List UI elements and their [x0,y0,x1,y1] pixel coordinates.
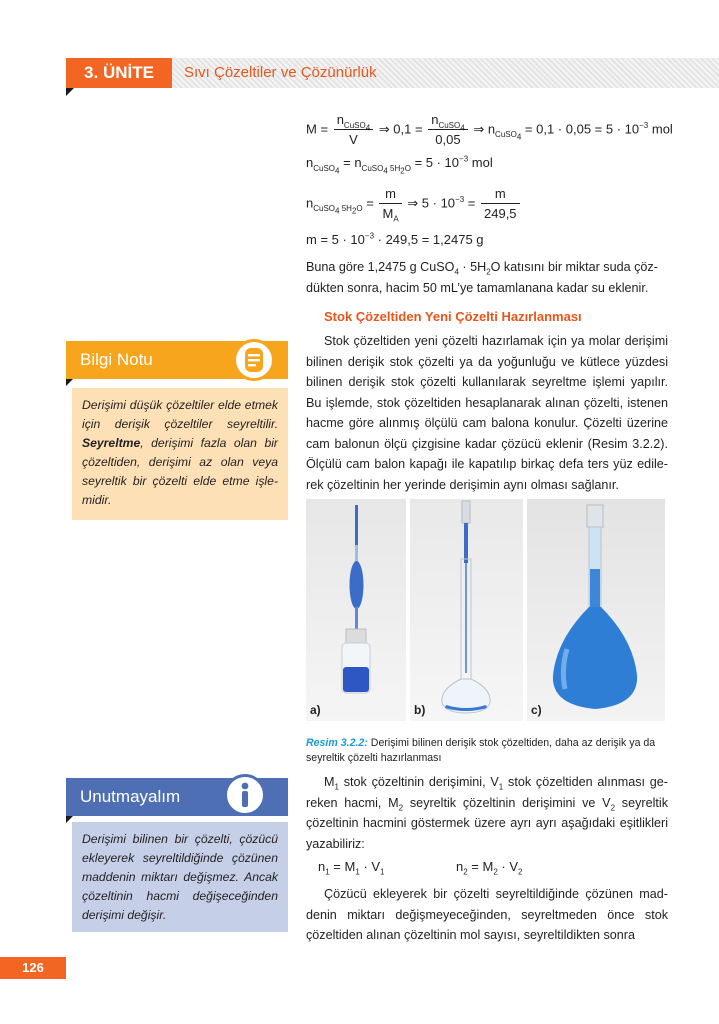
paragraph-mole-conservation: Çözücü ekleyerek bir çözelti seyreltildiğinde çözünen maddenin miktarı değişmeyeceğinden, seyreltmeden önce stok çözeltiden alınan çözeltinin mol sayısı, seyreltildikten sonra [306,887,668,942]
info-note-title: Bilgi Notu [80,350,153,369]
photo-pipette [306,499,406,721]
photo-label-b: b) [414,703,426,717]
equation-line-1: M = $\frac{n_{CuSO_4}}{V}$ ⇒ 0,1 = $\frac{n_{CuSO_4}}{0,05}$ ⇒ $n_{CuSO_4} = 0,1 \cdot 0,05 = 5 \cdot 10^{-3}$ mol [306,112,673,148]
photo-volumetric-flask-small [410,499,523,721]
paragraph-result: Buna göre 1,2475 g CuSO$_4$ · $5H_2O$ katısını bir miktar suda çöz- dükten sonra, hacim 50 mL’ye tamamlanana kadar su eklenir. [306,260,658,295]
pipette-illustration [306,499,406,721]
paragraph-dilution-variables: $M_1$ stok çözeltinin derişimini, $V_1$ stok çözeltiden alınması gereken hacmi, $M_2$ seyreltik çözeltinin derişimini ve $V_2$ seyreltik çözeltinin hacmini göstermek üzere ayrı ayrı aşağıdaki eşitlikleri yazabiliriz: [306,775,668,851]
photo-label-a: a) [310,703,321,717]
unit-badge-notch [66,88,74,96]
info-note-body: Derişimi düşük çözeltiler elde etmek için derişik çözeltiler seyreltilir. Seyreltme, derişimi fazla olan bir çözeltiden, derişimi az olan veya seyreltik bir çözelti elde etme işlemidir. [72,388,288,520]
chapter-title: Sıvı Çözeltiler ve Çözünürlük [184,64,377,81]
photo-volumetric-flask-large [527,499,665,721]
equation-n1: $n_1 = M_1 \cdot V_1$ [318,859,385,877]
equation-line-3: $n_{CuSO_4 5H_2O}$ = $\frac{m}{M_A}$ ⇒ $5 \cdot 10^{-3}$ = $\frac{m}{249,5}$ [306,186,522,222]
note-list-icon [233,339,275,381]
equation-n2: $n_2 = M_2 \cdot V_2$ [456,859,523,877]
figure-caption: Resim 3.2.2: Derişimi bilinen derişik stok çözeltiden, daha az derişik ya da seyreltik çözelti hazırlanması [306,737,656,764]
photo-label-c: c) [531,703,542,717]
reminder-title: Unutmayalım [80,787,181,806]
section-title: Stok Çözeltiden Yeni Çözelti Hazırlanması [324,309,582,324]
blue-flask-illustration [527,499,665,721]
paragraph-stock-solution: Stok çözeltiden yeni çözelti hazırlamak için ya molar derişimi bilinen derişik stok çözelti ya da yoğunluğu ve kütlece yüzdesi bilinen derişik stok çözelti kullanılarak seyreltme işlemi yapılır. Bu işlemde, stok çözeltiden hesaplanarak alınan çözelti, istenen hacme göre alınmış ölçülü cam balona konulur. Çözelti üzerine cam balonun ölçü çizgisine kadar çözücü eklenir (Resim 3.2.2). Ölçülü cam balon kapağı ile kapatılıp birkaç defa ters yüz edilerek çözeltinin her yerinde derişimin aynı olması sağlanır. [306,334,668,492]
page-number: 126 [0,957,66,979]
equation-line-2: $n_{CuSO_4} = n_{CuSO_4 5H_2O} = 5 \cdot 10^{-3}$ mol [306,154,493,176]
flask-with-pipette-illustration [410,499,523,721]
unit-badge: 3. ÜNİTE [66,58,172,88]
equation-line-4: $m = 5 \cdot 10^{-3} \cdot 249,5 = 1,2475$ g [306,231,484,247]
reminder-body: Derişimi bilinen bir çözelti, çözücü ekleyerek seyreltildiğinde çözünen maddenin miktarı değişmez. Ancak çözeltinin hacmi değişeceğinden derişimi değişir. [72,822,288,932]
info-note-notch [66,379,73,386]
info-icon [224,774,266,816]
